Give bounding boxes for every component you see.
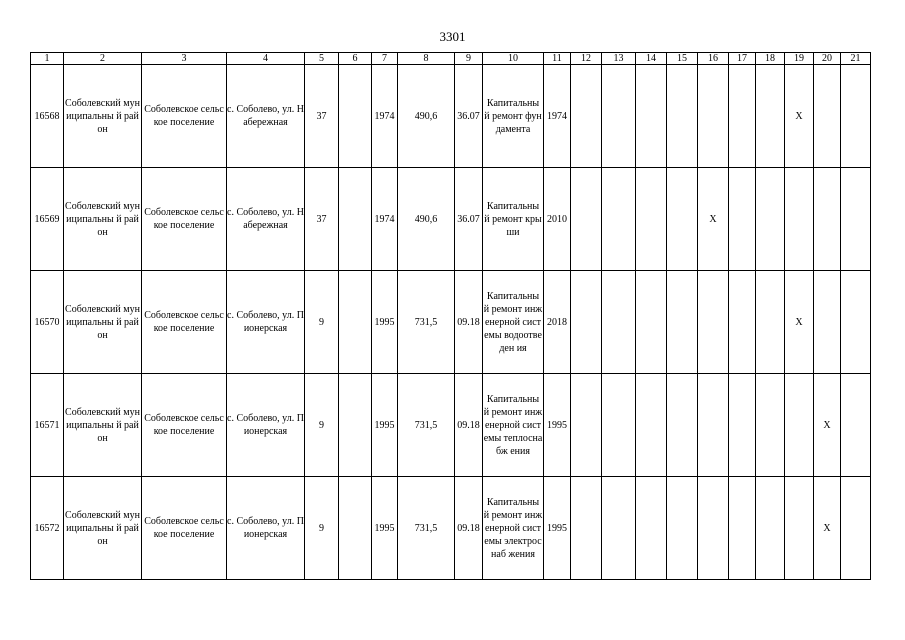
column-header: 16 xyxy=(698,53,729,65)
area-cell: 490,6 xyxy=(398,65,455,168)
mark-cell xyxy=(602,65,636,168)
area-cell: 731,5 xyxy=(398,374,455,477)
mark-cell xyxy=(785,477,814,580)
mark-cell xyxy=(667,168,698,271)
column-header: 20 xyxy=(814,53,841,65)
mark-cell xyxy=(756,168,785,271)
mark-cell xyxy=(602,477,636,580)
repair-year-cell: 1995 xyxy=(544,477,571,580)
mark-cell xyxy=(841,168,871,271)
mark-cell xyxy=(785,374,814,477)
district-cell: Соболевский муниципальны й район xyxy=(64,168,142,271)
district-cell: Соболевский муниципальны й район xyxy=(64,65,142,168)
mark-cell xyxy=(756,374,785,477)
mark-cell: X xyxy=(814,374,841,477)
mark-cell xyxy=(698,477,729,580)
mark-cell xyxy=(841,271,871,374)
mark-cell xyxy=(756,65,785,168)
column-header: 2 xyxy=(64,53,142,65)
code-cell: 36.07 xyxy=(455,168,483,271)
settlement-cell: Соболевское сельское поселение xyxy=(142,271,227,374)
mark-cell xyxy=(729,374,756,477)
address-cell: с. Соболево, ул. Пионерская xyxy=(227,374,305,477)
record-id-cell: 16570 xyxy=(31,271,64,374)
work-type-cell: Капитальны й ремонт инженерной системы электроснаб жения xyxy=(483,477,544,580)
build-year-cell: 1995 xyxy=(372,374,398,477)
mark-cell xyxy=(729,477,756,580)
mark-cell xyxy=(667,374,698,477)
mark-cell xyxy=(667,477,698,580)
address-cell: с. Соболево, ул. Пионерская xyxy=(227,271,305,374)
table-cell xyxy=(339,168,372,271)
mark-cell xyxy=(729,271,756,374)
mark-cell xyxy=(636,65,667,168)
code-cell: 09.18 xyxy=(455,477,483,580)
district-cell: Соболевский муниципальны й район xyxy=(64,477,142,580)
area-cell: 490,6 xyxy=(398,168,455,271)
code-cell: 09.18 xyxy=(455,374,483,477)
table-cell xyxy=(339,477,372,580)
mark-cell: X xyxy=(785,271,814,374)
mark-cell xyxy=(698,271,729,374)
mark-cell xyxy=(667,271,698,374)
mark-cell: X xyxy=(698,168,729,271)
mark-cell xyxy=(698,65,729,168)
mark-cell xyxy=(571,65,602,168)
build-year-cell: 1974 xyxy=(372,168,398,271)
mark-cell xyxy=(841,65,871,168)
mark-cell xyxy=(636,374,667,477)
record-id-cell: 16572 xyxy=(31,477,64,580)
code-cell: 09.18 xyxy=(455,271,483,374)
work-type-cell: Капитальны й ремонт крыши xyxy=(483,168,544,271)
table-cell xyxy=(339,65,372,168)
column-header: 18 xyxy=(756,53,785,65)
district-cell: Соболевский муниципальны й район xyxy=(64,374,142,477)
mark-cell xyxy=(571,477,602,580)
column-header: 7 xyxy=(372,53,398,65)
work-type-cell: Капитальны й ремонт инженерной системы теплоснабж ения xyxy=(483,374,544,477)
mark-cell xyxy=(698,374,729,477)
build-year-cell: 1995 xyxy=(372,271,398,374)
house-number-cell: 9 xyxy=(305,374,339,477)
column-number-row xyxy=(31,53,871,65)
mark-cell xyxy=(602,374,636,477)
column-header: 15 xyxy=(667,53,698,65)
settlement-cell: Соболевское сельское поселение xyxy=(142,168,227,271)
settlement-cell: Соболевское сельское поселение xyxy=(142,65,227,168)
mark-cell xyxy=(756,477,785,580)
settlement-cell: Соболевское сельское поселение xyxy=(142,477,227,580)
mark-cell xyxy=(814,271,841,374)
mark-cell xyxy=(729,65,756,168)
code-cell: 36.07 xyxy=(455,65,483,168)
repair-year-cell: 1995 xyxy=(544,374,571,477)
area-cell: 731,5 xyxy=(398,271,455,374)
page-number: 3301 xyxy=(439,29,466,44)
table-row xyxy=(31,271,871,374)
column-header: 10 xyxy=(483,53,544,65)
column-header: 1 xyxy=(31,53,64,65)
address-cell: с. Соболево, ул. Набережная xyxy=(227,65,305,168)
mark-cell: X xyxy=(814,477,841,580)
column-header: 4 xyxy=(227,53,305,65)
mark-cell xyxy=(814,168,841,271)
mark-cell xyxy=(636,271,667,374)
repair-year-cell: 2018 xyxy=(544,271,571,374)
table-row xyxy=(31,168,871,271)
record-id-cell: 16569 xyxy=(31,168,64,271)
record-id-cell: 16568 xyxy=(31,65,64,168)
column-header: 11 xyxy=(544,53,571,65)
mark-cell xyxy=(571,168,602,271)
mark-cell xyxy=(602,271,636,374)
column-header: 13 xyxy=(602,53,636,65)
mark-cell xyxy=(602,168,636,271)
build-year-cell: 1995 xyxy=(372,477,398,580)
column-header: 19 xyxy=(785,53,814,65)
mark-cell xyxy=(571,374,602,477)
column-header: 9 xyxy=(455,53,483,65)
table-cell xyxy=(339,271,372,374)
mark-cell xyxy=(785,168,814,271)
mark-cell xyxy=(756,271,785,374)
repair-year-cell: 1974 xyxy=(544,65,571,168)
area-cell: 731,5 xyxy=(398,477,455,580)
district-cell: Соболевский муниципальны й район xyxy=(64,271,142,374)
mark-cell xyxy=(841,374,871,477)
column-header: 6 xyxy=(339,53,372,65)
build-year-cell: 1974 xyxy=(372,65,398,168)
mark-cell xyxy=(636,168,667,271)
table-row xyxy=(31,374,871,477)
column-header: 8 xyxy=(398,53,455,65)
house-number-cell: 37 xyxy=(305,168,339,271)
column-header: 17 xyxy=(729,53,756,65)
settlement-cell: Соболевское сельское поселение xyxy=(142,374,227,477)
work-type-cell: Капитальны й ремонт инженерной системы водоотведен ия xyxy=(483,271,544,374)
column-header: 12 xyxy=(571,53,602,65)
column-header: 5 xyxy=(305,53,339,65)
mark-cell xyxy=(571,271,602,374)
work-type-cell: Капитальны й ремонт фундамента xyxy=(483,65,544,168)
address-cell: с. Соболево, ул. Набережная xyxy=(227,168,305,271)
column-header: 21 xyxy=(841,53,871,65)
table-row xyxy=(31,65,871,168)
table-row xyxy=(31,477,871,580)
address-cell: с. Соболево, ул. Пионерская xyxy=(227,477,305,580)
mark-cell xyxy=(636,477,667,580)
data-table xyxy=(30,52,871,580)
mark-cell xyxy=(841,477,871,580)
mark-cell: X xyxy=(785,65,814,168)
house-number-cell: 37 xyxy=(305,65,339,168)
table-cell xyxy=(339,374,372,477)
mark-cell xyxy=(729,168,756,271)
column-header: 3 xyxy=(142,53,227,65)
mark-cell xyxy=(667,65,698,168)
house-number-cell: 9 xyxy=(305,271,339,374)
column-header: 14 xyxy=(636,53,667,65)
mark-cell xyxy=(814,65,841,168)
record-id-cell: 16571 xyxy=(31,374,64,477)
house-number-cell: 9 xyxy=(305,477,339,580)
repair-year-cell: 2010 xyxy=(544,168,571,271)
